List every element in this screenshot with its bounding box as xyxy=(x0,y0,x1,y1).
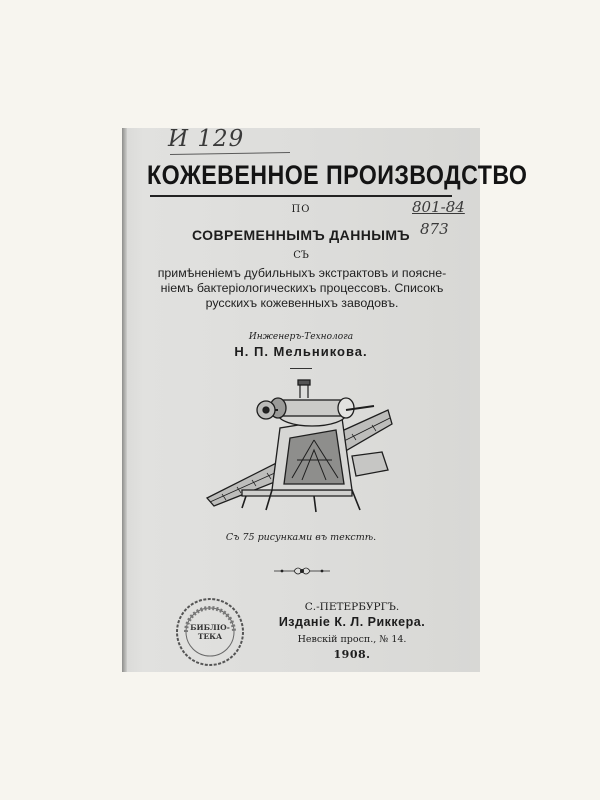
handwritten-inventory-number-1: 801-84 xyxy=(412,198,465,216)
stamp-line: ТЕКА xyxy=(197,632,223,641)
figure-caption: Съ 75 рисунками въ текстѣ. xyxy=(225,532,377,543)
imprint-year: 1908. xyxy=(333,648,371,661)
description-line: примѣненіемъ дубильныхъ экстрактовъ и поясне- xyxy=(157,266,447,280)
book-subtitle: СОВРЕМЕННЫМЪ ДАННЫМЪ xyxy=(192,227,410,243)
author-role: Инженеръ-Технолога xyxy=(248,332,354,342)
imprint-city: С.-ПЕТЕРБУРГЪ. xyxy=(304,601,400,613)
imprint-publisher: Изданіе К. Л. Риккера. xyxy=(278,615,426,629)
handwritten-shelf-mark: И 129 xyxy=(168,126,245,152)
title-rule xyxy=(150,195,452,197)
separator-rule xyxy=(290,368,312,369)
shelf-mark-underline xyxy=(170,152,290,155)
connector-s: СЪ xyxy=(293,250,309,261)
author-name: Н. П. Мельникова. xyxy=(234,344,368,359)
description-line: ніемъ бактеріологическихъ процессовъ. Списокъ xyxy=(160,281,444,295)
connector-po: ПО xyxy=(291,204,311,215)
book-description xyxy=(144,266,460,311)
handwritten-inventory-number-2: 873 xyxy=(420,220,449,238)
imprint-address: Невскій просп., № 14. xyxy=(297,634,407,645)
tanning-machine-engraving xyxy=(202,380,392,520)
scanned-title-page xyxy=(122,126,528,672)
description-line: русскихъ кожевенныхъ заводовъ. xyxy=(205,296,399,310)
stamp-line: БИБЛІО- xyxy=(190,623,230,632)
ornament-divider xyxy=(272,564,332,578)
book-title: КОЖЕВЕННОЕ ПРОИЗВОДСТВО xyxy=(147,160,528,190)
